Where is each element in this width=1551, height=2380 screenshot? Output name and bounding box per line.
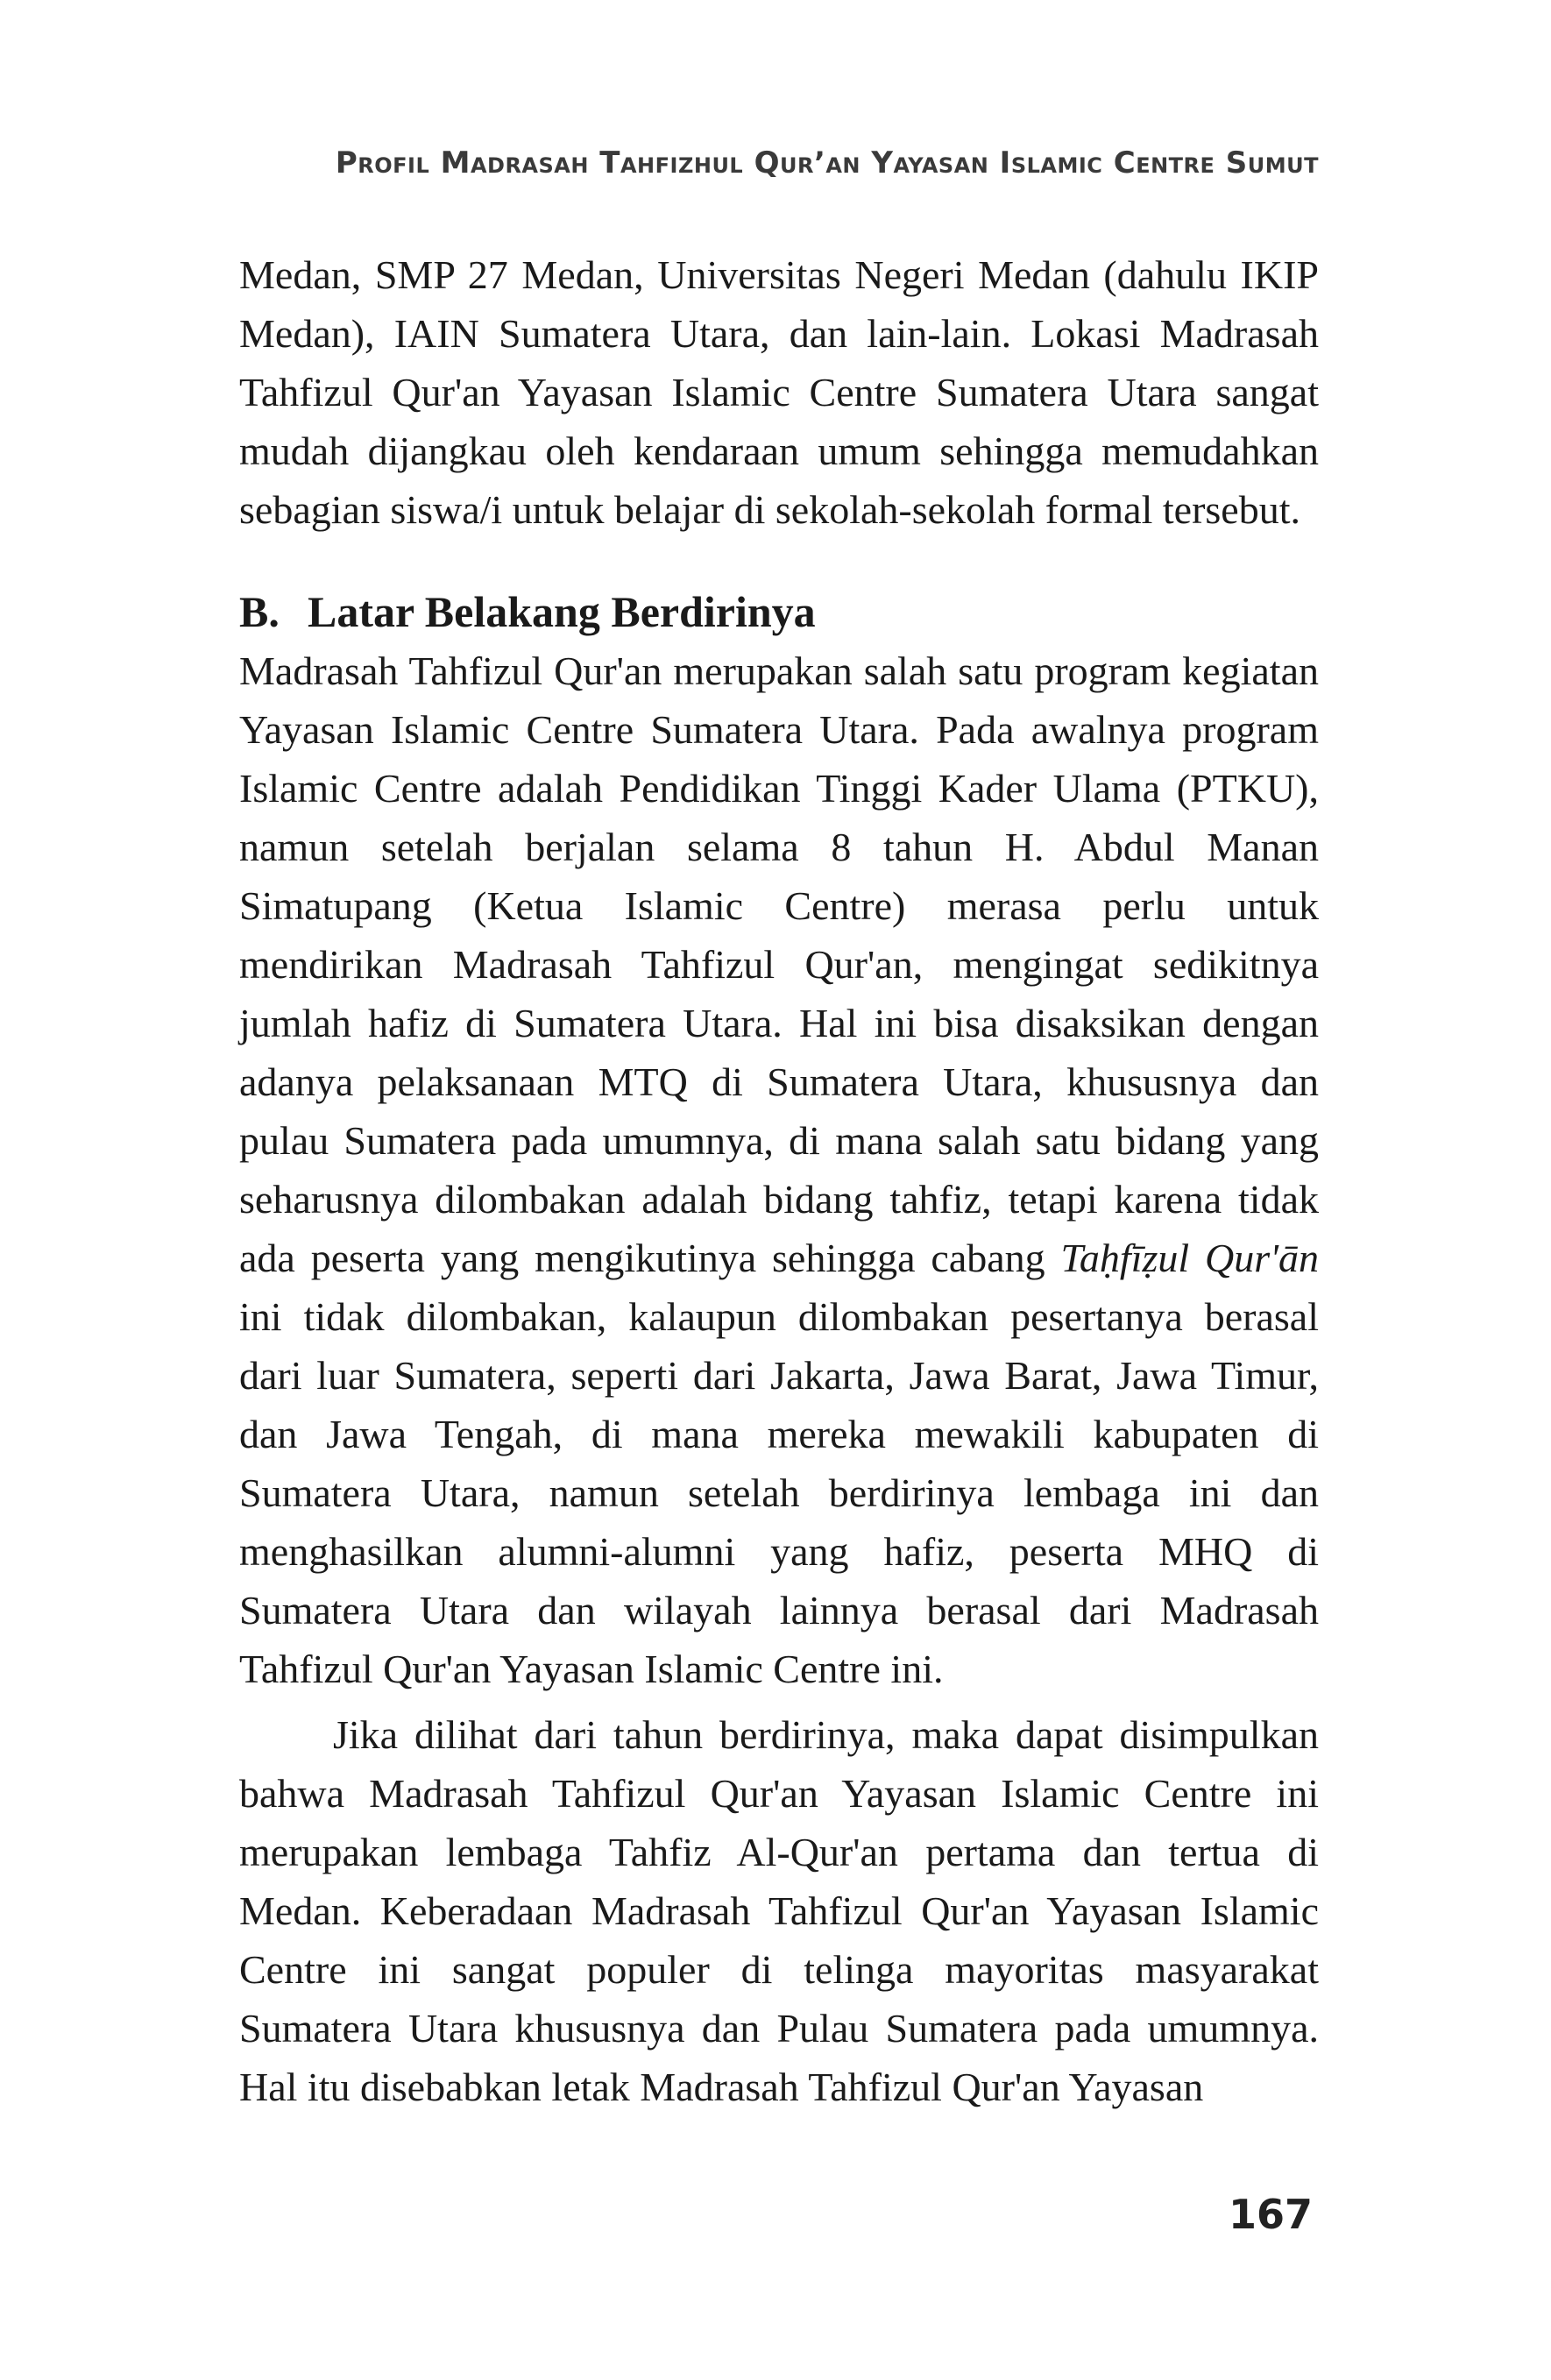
- page-number: 167: [1228, 2191, 1313, 2238]
- paragraph-1-italic-term: Taḥfīẓul Qur'ān: [1060, 1236, 1319, 1280]
- body-paragraph-2: Jika dilihat dari tahun berdirinya, maka dapat disimpulkan bahwa Madrasah Tahfizul Qur'an Yayasan Islamic Centre ini merupakan lembaga Tahfiz Al-Qur'an pertama dan tertua di Medan. Keberadaan Madrasah Tahfizul Qur'an Yayasan Islamic Centre ini sangat populer di telinga mayoritas masyarakat Sumatera Utara khususnya dan Pulau Sumatera pada umumnya. Hal itu disebabkan letak Madrasah Tahfizul Qur'an Yayasan: [239, 1712, 1319, 2109]
- section-heading: [239, 583, 1319, 641]
- body-paragraph-1: [239, 641, 1319, 1698]
- continued-paragraph: Medan, SMP 27 Medan, Universitas Negeri Medan (dahulu IKIP Medan), IAIN Sumatera Utara, dan lain-lain. Lokasi Madrasah Tahfizul Qur'an Yayasan Islamic Centre Sumatera Utara sangat mudah dijangkau oleh kendaraan umum sehingga memudahkan sebagian siswa/i untuk belajar di sekolah-sekolah formal tersebut.: [239, 252, 1319, 532]
- paragraph-1-text-b: ini tidak dilombakan, kalaupun dilombakan pesertanya berasal dari luar Sumatera, seperti dari Jakarta, Jawa Barat, Jawa Timur, dan Jawa Tengah, di mana mereka mewakili kabupaten di Sumatera Utara, namun setelah berdirinya lembaga ini dan menghasilkan alumni-alumni yang hafiz, peserta MHQ di Sumatera Utara dan wilayah lainnya berasal dari Madrasah Tahfizul Qur'an Yayasan Islamic Centre ini.: [239, 1294, 1319, 1691]
- running-header: Profil Madrasah Tahfizhul Qur’an Yayasan Islamic Centre Sumut: [335, 145, 1319, 181]
- section-title: Latar Belakang Berdirinya: [308, 587, 816, 636]
- paragraph-1-text-a: Madrasah Tahfizul Qur'an merupakan salah satu program kegiatan Yayasan Islamic Centre Sumatera Utara. Pada awalnya program Islamic Centre adalah Pendidikan Tinggi Kader Ulama (PTKU), namun setelah berjalan selama 8 tahun H. Abdul Manan Simatupang (Ketua Islamic Centre) merasa perlu untuk mendirikan Madrasah Tahfizul Qur'an, mengingat sedikitnya jumlah hafiz di Sumatera Utara. Hal ini bisa disaksikan dengan adanya pelaksanaan MTQ di Sumatera Utara, khususnya dan pulau Sumatera pada umumnya, di mana salah satu bidang yang seharusnya dilombakan adalah bidang tahfiz, tetapi karena tidak ada peserta yang mengikutinya sehingga cabang: [239, 648, 1319, 1280]
- page-body: [239, 245, 1319, 2116]
- section-letter: B.: [239, 587, 280, 636]
